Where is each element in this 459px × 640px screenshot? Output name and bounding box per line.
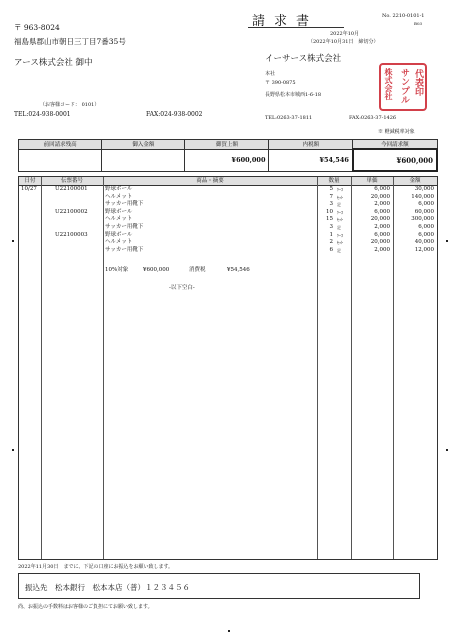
seal-column-1: 株式会社 — [384, 68, 394, 100]
summary-table — [18, 139, 438, 172]
cell-unit: ｹｰｽ — [337, 232, 343, 238]
issuer-address: 長野県松本市城西1-6-18 — [265, 92, 322, 98]
cell-amount: 12,000 — [414, 246, 434, 253]
detail-header — [19, 177, 437, 186]
cell-price: 2,000 — [374, 246, 390, 253]
cell-item: ヘルメット — [105, 193, 133, 200]
tax-target-amount: ¥600,000 — [143, 267, 170, 273]
cell-amount: 40,000 — [414, 239, 434, 246]
issuer-fax: FAX:0263-37-1426 — [349, 115, 397, 121]
billing-period: 2022年10月 — [330, 31, 360, 37]
cell-item: サッカー用靴下 — [105, 224, 144, 230]
summary-tax-amount: ¥54,546 — [269, 149, 353, 171]
issuer-tel: TEL:0263-37-1811 — [265, 115, 313, 121]
seal-column-2: サンプル — [399, 68, 409, 104]
table-row — [19, 224, 437, 232]
issuer-name: イーサース株式会社 — [265, 54, 342, 64]
cell-qty: 3 — [329, 201, 333, 208]
document-number: No. 2210-0101-1 — [382, 13, 425, 19]
cell-price: 20,000 — [370, 193, 390, 200]
cell-qty: 7 — [329, 193, 333, 200]
company-seal — [379, 63, 427, 111]
summary-purchase-amount: ¥600,000 — [185, 149, 269, 171]
bank-info-box — [18, 573, 420, 599]
cell-qty: 15 — [326, 216, 333, 223]
summary-header-tax: 内税額 — [269, 140, 353, 150]
customer-tel: TEL:024-938-0001 — [14, 111, 71, 118]
registration-mark — [12, 240, 14, 242]
detail-header-price: 単価 — [366, 178, 378, 184]
bank-info: 振込先 松本銀行 松本本店（普）１２３４５６ — [25, 583, 190, 592]
detail-header-qty: 数量 — [328, 178, 340, 184]
summary-header-total: 今回請求額 — [353, 140, 437, 150]
cell-price: 2,000 — [374, 201, 390, 208]
closing-date: （2022年10月31日 締切分） — [308, 39, 379, 45]
cell-price: 20,000 — [370, 216, 390, 223]
cell-unit: ｾｯﾄ — [337, 240, 343, 246]
table-row — [19, 194, 437, 202]
cell-amount: 6,000 — [418, 201, 434, 208]
cell-item: 野球ボール — [105, 231, 133, 238]
cell-unit: ｾｯﾄ — [337, 194, 343, 200]
cell-item: サッカー用靴下 — [105, 246, 144, 253]
payment-due-note: 2022年11月30日 までに、下記の口座にお振込をお願い致します。 — [18, 564, 174, 570]
customer-postal: 〒 963-8024 — [14, 23, 60, 32]
cell-amount: 60,000 — [414, 208, 434, 215]
title-underline — [248, 27, 344, 28]
cell-unit: 足 — [337, 202, 341, 208]
cell-slip: U22100002 — [55, 208, 88, 215]
cell-amount: 300,000 — [411, 216, 434, 223]
cell-unit: ｹｰｽ — [337, 187, 343, 192]
cell-qty: 6 — [329, 246, 333, 253]
cell-qty: 2 — [329, 239, 333, 246]
seal-column-3: 代表印 — [413, 69, 423, 96]
issuer-branch: 本社 — [265, 71, 276, 77]
registration-mark — [12, 449, 14, 451]
reduced-tax-note: ※ 軽減税率対象 — [378, 129, 415, 135]
detail-header-item: 商品・摘要 — [196, 178, 224, 184]
cell-unit: 足 — [337, 247, 341, 253]
consumption-tax-amount: ¥54,546 — [227, 267, 250, 273]
cell-qty: 10 — [326, 208, 333, 215]
customer-name: アース株式会社 御中 — [14, 58, 93, 68]
detail-header-slip: 伝票番号 — [60, 178, 83, 184]
cell-unit: ｹｰｽ — [337, 209, 343, 215]
detail-header-amount: 金額 — [409, 178, 421, 184]
cell-item: ヘルメット — [105, 216, 133, 223]
customer-fax: FAX:024-938-0002 — [146, 111, 203, 118]
customer-code: （お客様コード： 0101） — [40, 102, 100, 108]
cell-amount: 140,000 — [411, 193, 434, 200]
cell-amount: 6,000 — [418, 224, 434, 230]
cell-amount: 30,000 — [414, 186, 434, 192]
table-row — [19, 232, 437, 240]
detail-table — [18, 176, 438, 560]
summary-header-purchase: 御買上額 — [185, 140, 269, 150]
registration-mark — [446, 449, 448, 451]
cell-unit: ｾｯﾄ — [337, 217, 343, 223]
cell-amount: 6,000 — [418, 231, 434, 238]
cell-slip: U22100003 — [55, 231, 88, 238]
summary-header-payment: 御入金額 — [102, 140, 185, 150]
cell-price: 20,000 — [370, 239, 390, 246]
tax-target-label: 10%対象 — [105, 267, 129, 273]
detail-header-date: 日付 — [24, 178, 36, 184]
document-title: 請求書 — [252, 14, 319, 29]
summary-total-amount: ¥600,000 — [353, 149, 437, 171]
cell-qty: 5 — [329, 186, 333, 192]
issuer-postal: 〒 390-0875 — [265, 80, 296, 86]
cell-price: 2,000 — [374, 224, 390, 230]
table-row — [19, 216, 437, 224]
cell-item: 野球ボール — [105, 186, 133, 192]
cell-unit: 足 — [337, 225, 341, 230]
cell-price: 6,000 — [374, 208, 390, 215]
cell-item: サッカー用靴下 — [105, 201, 144, 208]
registration-mark — [446, 240, 448, 242]
table-row — [19, 239, 437, 247]
cell-qty: 3 — [329, 224, 333, 230]
transfer-fee-note: 尚、お振込の手数料はお客様のご負担にてお願い致します。 — [18, 604, 153, 610]
table-row — [19, 186, 437, 194]
tax-summary-line — [19, 267, 437, 275]
blank-note-line — [19, 285, 437, 293]
cell-price: 6,000 — [374, 231, 390, 238]
document-sub-code: B03 — [414, 21, 423, 26]
cell-qty: 1 — [329, 231, 333, 238]
cell-date: 10/27 — [21, 186, 37, 192]
table-row — [19, 247, 437, 255]
cell-slip: U22100001 — [55, 186, 88, 192]
cell-price: 6,000 — [374, 186, 390, 192]
customer-address: 福島県郡山市朝日三丁目7番35号 — [14, 37, 126, 46]
cell-item: ヘルメット — [105, 239, 133, 246]
registration-mark — [228, 630, 230, 632]
summary-header-previous: 前回請求残高 — [19, 140, 102, 150]
cell-item: 野球ボール — [105, 208, 133, 215]
table-row — [19, 201, 437, 209]
consumption-tax-label: 消費税 — [189, 267, 206, 273]
summary-previous-balance — [19, 149, 102, 171]
table-row — [19, 209, 437, 217]
summary-payment-amount — [102, 149, 185, 171]
blank-note: -以下空白- — [169, 285, 195, 291]
